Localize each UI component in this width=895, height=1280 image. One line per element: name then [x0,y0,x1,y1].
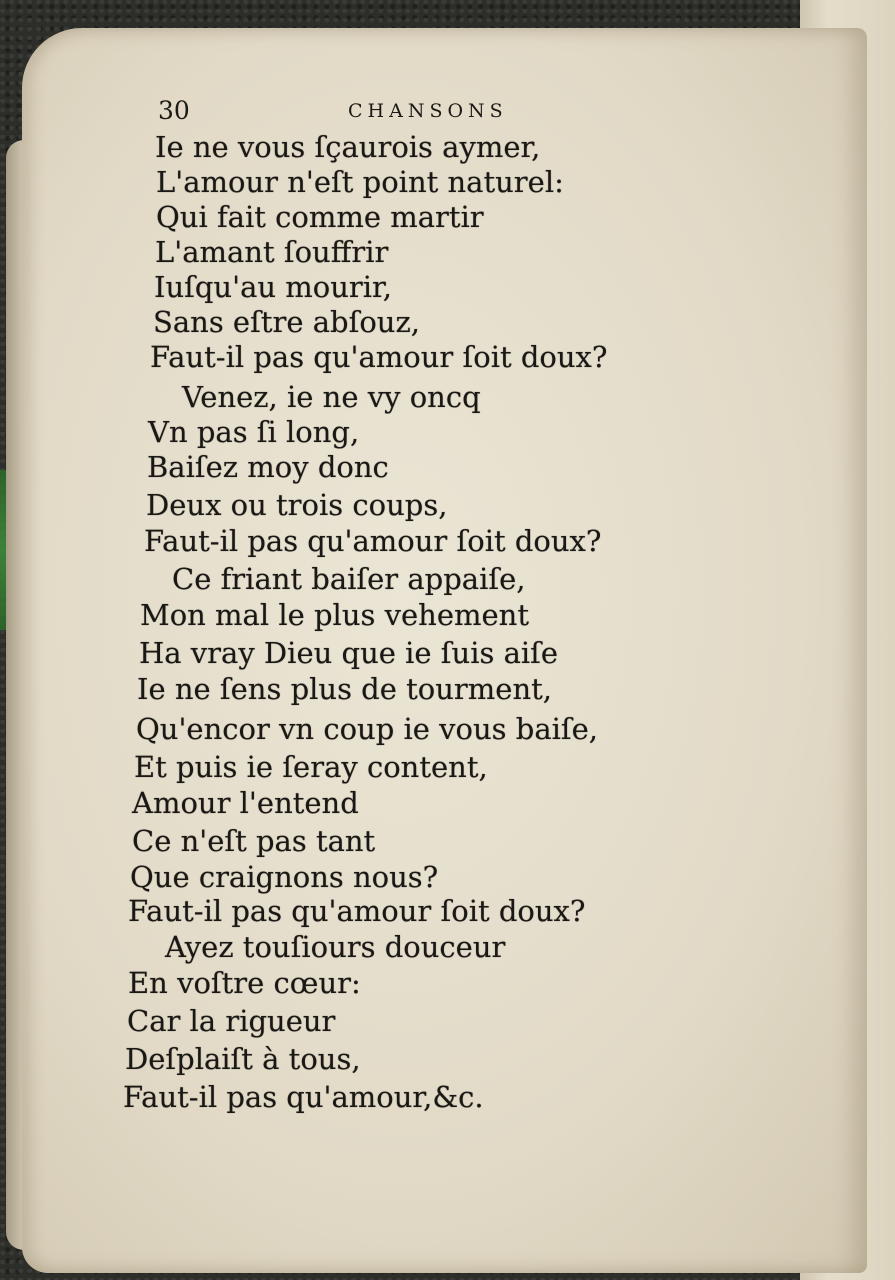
verse-line: Baiſez moy donc [147,450,389,484]
verse-line: Faut-il pas qu'amour ſoit doux? [144,524,602,558]
verse-line: Deſplaiſt à tous, [125,1042,361,1076]
verse-line: L'amour n'eſt point naturel: [156,165,564,199]
verse-line: Faut-il pas qu'amour,&c. [123,1080,484,1114]
verse-line: En voſtre cœur: [128,966,361,1000]
verse-line: Mon mal le plus vehement [140,598,529,632]
verse-line: Qui fait comme martir [156,200,484,234]
verse-line: Ie ne vous ſçaurois aymer, [155,130,541,164]
page-number: 30 [158,96,190,125]
verse-line: Venez, ie ne vy oncq [182,380,481,414]
verse-line: Sans eſtre abſouz, [153,305,420,339]
verse-line: Ce friant baiſer appaiſe, [172,562,526,596]
running-title: CHANSONS [348,100,508,122]
verse-line: Que craignons nous? [130,860,439,894]
verse-line: Ha vray Dieu que ie ſuis aiſe [139,636,559,670]
verse-line: Deux ou trois coups, [146,488,448,522]
verse-line: Faut-il pas qu'amour ſoit doux? [128,894,586,928]
verse-line: Amour l'entend [132,786,359,820]
verse-line: Qu'encor vn coup ie vous baiſe, [136,712,599,746]
verse-line: Vn pas ſi long, [148,415,360,449]
verse-line: Et puis ie ſeray content, [134,750,488,784]
verse-line: L'amant ſouffrir [155,235,389,269]
verse-line: Iuſqu'au mourir, [154,270,392,304]
verse-line: Car la rigueur [127,1004,336,1038]
verse-line: Ayez touſiours douceur [165,930,506,964]
verse-line: Ie ne ſens plus de tourment, [137,672,552,706]
verse-line: Faut-il pas qu'amour ſoit doux? [150,340,608,374]
verse-line: Ce n'eſt pas tant [132,824,376,858]
